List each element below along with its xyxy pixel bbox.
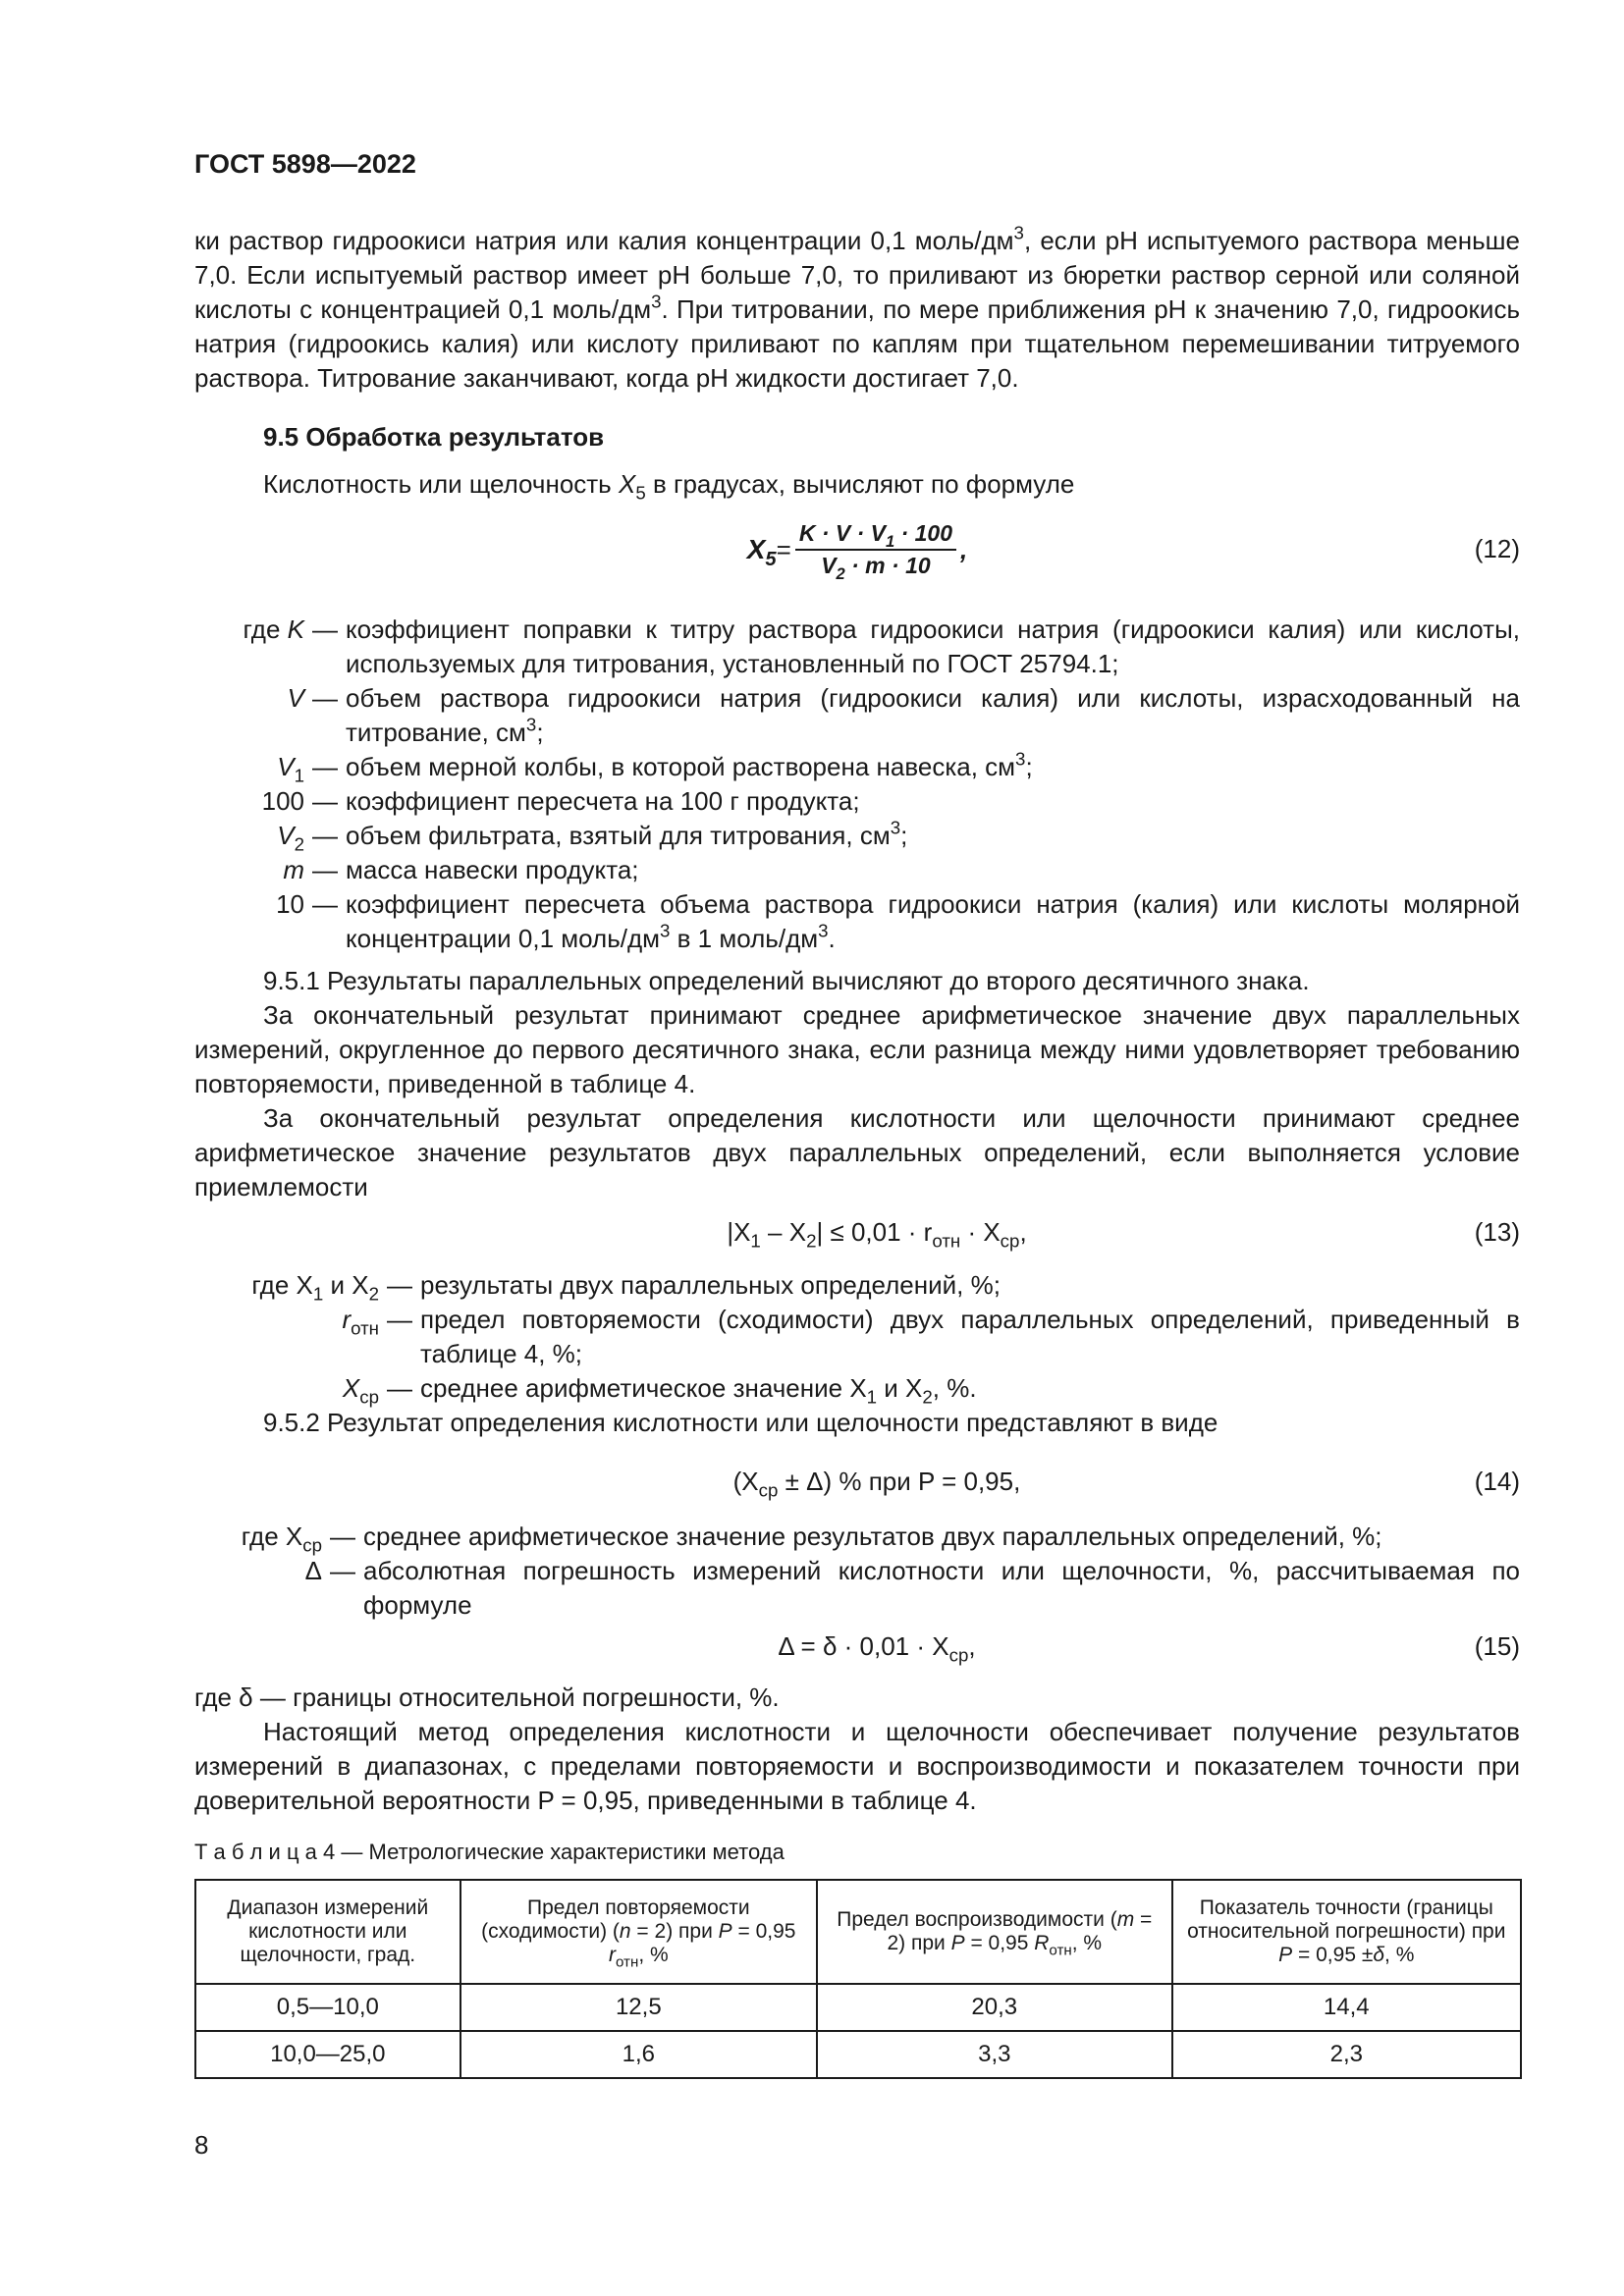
table-cell: 12,5 bbox=[460, 1984, 817, 2031]
table-header-reproducibility: Предел воспроизводимости (m = 2) при P = 0,95 $R_{отн}$, % bbox=[817, 1880, 1172, 1984]
formula-15-expression: $\Delta = \delta \cdot 0,01 \cdot X_{ср}$, bbox=[778, 1631, 976, 1666]
section-9-5-lead: Кислотность или щелочность $X_5$ в градусах, вычисляют по формуле bbox=[263, 469, 1075, 504]
formula-12-legend: где K — коэффициент поправки к титру раствора гидроокиси натрия (гидроокиси калия) или кислоты, используемых для титрования, установленный по ГОСТ 25794.1; V — объем раствора гидроокиси натрия (гидроокиси калия) или кислоты, израсходованный на титрование, $см^3$; $V_1$ — объем мерной колбы, в которой растворена навеска, $см^3$; 100 — коэффициент пересчета на 100 г продукта; $V_2$ — объем фильтрата, взятый для титрования, $см^3$; m — масса навески продукта; 10 — коэффициент пересчета объема раствора гидроокиси натрия (калия) или кислоты молярной концентрации 0,1 моль/$дм^3$ в 1 моль/$дм^3$. bbox=[243, 614, 1520, 953]
table-cell: 10,0—25,0 bbox=[195, 2031, 460, 2078]
results-paragraphs bbox=[194, 964, 1520, 1204]
table-cell: 0,5—10,0 bbox=[195, 1984, 460, 2031]
table-cell: 3,3 bbox=[817, 2031, 1172, 2078]
formula-14 bbox=[194, 1467, 1520, 1506]
formula-14-number: (14) bbox=[1474, 1467, 1520, 1496]
section-title-9-5: 9.5 Обработка результатов bbox=[263, 422, 605, 452]
table-4 bbox=[194, 1879, 1522, 2079]
table-header-accuracy: Показатель точности (границы относительной погрешности) при P = 0,95 ±δ, % bbox=[1172, 1880, 1521, 1984]
p-9-5-2: 9.5.2 Результат определения кислотности или щелочности представляют в виде bbox=[263, 1408, 1218, 1437]
formula-13-expression: $|X_1 - X_2| \le 0,01 \cdot r_{отн} \cdot X_{ср}$, bbox=[727, 1217, 1027, 1252]
table-cell: 20,3 bbox=[817, 1984, 1172, 2031]
p-final-result-1: За окончательный результат принимают среднее арифметическое значение двух параллельных измерений, округленное до первого десятичного знака, если разница между ними удовлетворяет требованию повторяемости, приведенной в таблице 4. bbox=[194, 1000, 1520, 1098]
page-number: 8 bbox=[194, 2130, 209, 2160]
formula-14-legend: где $X_{ср}$ — среднее арифметическое значение результатов двух параллельных определений, %; Δ — абсолютная погрешность измерений кислотности или щелочности, %, рассчитываемая по формуле bbox=[241, 1522, 1520, 1620]
formula-15-number: (15) bbox=[1474, 1631, 1520, 1661]
formula-13 bbox=[194, 1217, 1520, 1256]
formula-13-legend: где $X_1$ и $X_2$ — результаты двух параллельных определений, %; $r_{отн}$ — предел повторяемости (сходимости) двух параллельных определений, приведенный в таблице 4, %; $X_{ср}$ — среднее арифметическое значение $X_1$ и $X_2$, %. bbox=[251, 1270, 1520, 1408]
intro-paragraph: ки раствор гидроокиси натрия или калия концентрации 0,1 моль/$дм^3$, если pH испытуемого раствора меньше 7,0. Если испытуемый раствор имеет pH больше 7,0, то приливают из бюретки раствор серной или соляной кислоты с концентрацией 0,1 моль/$дм^3$. При титровании, по мере приближения pH к значению 7,0, гидроокись натрия (гидроокись калия) или кислоту приливают по каплям при тщательном перемешивании титруемого раствора. Титрование заканчивают, когда pH жидкости достигает 7,0. bbox=[194, 222, 1520, 393]
closing-paragraphs bbox=[194, 1681, 1520, 1818]
document-code: ГОСТ 5898—2022 bbox=[194, 149, 416, 179]
formula-12-expression: $X_5$ = $\frac{K \cdot V \cdot V_1 \cdot 100}{V_2 \cdot m \cdot 10}$ , bbox=[746, 520, 968, 583]
table-cell: 1,6 bbox=[460, 2031, 817, 2078]
where-delta: где δ — границы относительной погрешности, %. bbox=[194, 1682, 780, 1712]
p-method: Настоящий метод определения кислотности и щелочности обеспечивает получение результатов измерений в диапазонах, с пределами повторяемости и воспроизводимости и показателем точности при доверительной вероятности P = 0,95, приведенными в таблице 4. bbox=[194, 1717, 1520, 1815]
table-header-row bbox=[195, 1880, 1521, 1984]
formula-12 bbox=[194, 520, 1520, 583]
table-4-caption: Т а б л и ц а 4 — Метрологические характеристики метода bbox=[194, 1840, 785, 1864]
formula-12-number: (12) bbox=[1474, 534, 1520, 563]
table-row bbox=[195, 2031, 1521, 2078]
table-header-range: Диапазон измерений кислотности или щелочности, град. bbox=[195, 1880, 460, 1984]
formula-14-expression: $(X_{ср} \pm \Delta)$ % при P = 0,95, bbox=[732, 1467, 1021, 1501]
p-final-result-2: За окончательный результат определения кислотности или щелочности принимают среднее арифметическое значение результатов двух параллельных определений, если выполняется условие приемлемости bbox=[194, 1103, 1520, 1201]
formula-13-number: (13) bbox=[1474, 1217, 1520, 1247]
table-row bbox=[195, 1984, 1521, 2031]
p-9-5-1: 9.5.1 Результаты параллельных определений вычисляют до второго десятичного знака. bbox=[263, 966, 1310, 995]
formula-15 bbox=[194, 1631, 1520, 1671]
table-cell: 14,4 bbox=[1172, 1984, 1521, 2031]
table-cell: 2,3 bbox=[1172, 2031, 1521, 2078]
table-header-repeatability: Предел повторяемости (сходимости) (n = 2) при P = 0,95 $r_{отн}$, % bbox=[460, 1880, 817, 1984]
